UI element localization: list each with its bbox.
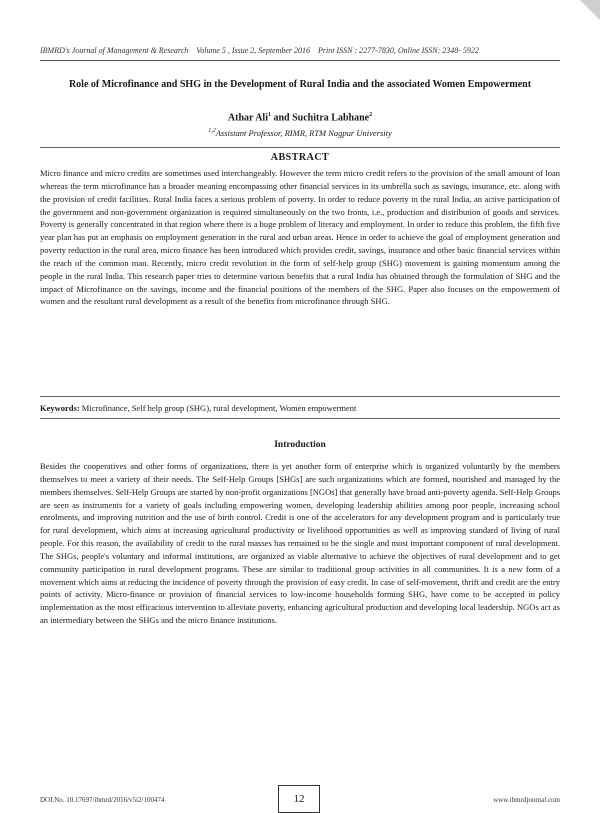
author-1: Athar Ali: [227, 112, 268, 124]
introduction-body: Besides the cooperatives and other forms of organizations, there is yet another form of enterprise which is organized voluntarily by the members themselves to meet a variety of their needs. The Self-Help Groups [SHGs] are such organizations which are formed, nourished and managed by the members themselves. Self-Help Groups are started by non-profit organizations [NGOs] that generally have broad anti-poverty agenda. Self-Help Groups are seen as instruments for a variety of goals including empowering women, developing leadership abilities among poor people, increasing school enrolments, and improving nutrition and the use of birth control. Credit is one of the accelerators for any development program and is particularly true for rural development, which aims at increasing agricultural productivity or livelihood opportunities as well as improving standard of living of rural people. For this reason, the availability of credit to the rural masses has remained to be the single and most important component of rural development. The SHGs, people's voluntary and informal institutions, are organized as viable alternative to achieve the objectives of rural development and to get community participation in rural development programs. These are similar to traditional group activities in all communities. It is a new form of a movement which aims at reducing the incidence of poverty through the provision of easy credit. In case of self-movement, thrift and credit are the entry points of activity. Micro-finance or provision of financial services to low-income households forming SHG, have come to be accepted in policy implementation as the most efficacious intervention to alleviate poverty, enhancing agricultural production and developing local leadership. NGOs act as an intermediary between the SHGs and the micro finance institutions.: [40, 461, 560, 626]
abstract-top-rule: [40, 147, 560, 148]
introduction-heading: Introduction: [274, 440, 326, 450]
paper-title: Role of Microfinance and SHG in the Development of Rural India and the associated Women Empowerment: [68, 79, 532, 90]
affiliation-sup: 1,2: [208, 128, 216, 135]
abstract-heading: ABSTRACT: [270, 152, 330, 163]
doi-text: DOI.No. 10.17697/ibmrd/2016/v5i2/100474: [40, 796, 165, 804]
page-number: 12: [278, 785, 320, 813]
journal-name: IBMRD's Journal of Management & Research: [40, 46, 189, 55]
author-connector: and: [271, 112, 293, 124]
journal-website: www.ibmrdjournal.com: [493, 796, 560, 804]
running-header: [40, 46, 560, 55]
affiliation: [40, 128, 560, 138]
affiliation-text: Assistant Professor, RIMR, RTM Nagpur University: [215, 128, 392, 138]
keywords-top-rule: [40, 396, 560, 397]
page-corner-decoration: [580, 0, 600, 20]
author-2-sup: 2: [369, 112, 373, 118]
author-line: [40, 112, 560, 123]
author-1-sup: 1: [268, 112, 271, 118]
author-2: Suchitra Labhane: [292, 112, 370, 124]
keywords-bottom-rule: [40, 418, 560, 419]
header-divider: [40, 60, 560, 61]
issn-info: Print ISSN : 2277-7830, Online ISSN: 2348- 5922: [318, 46, 479, 55]
abstract-body: Micro finance and micro credits are sometimes used interchangeably. However the term micro credit refers to the provision of the small amount of loan whereas the term microfinance has a broader meaning encompassing other financial services in its umbrella such as savings, insurance, etc. along with the provision of credit facilities. Rural India faces a serious problem of poverty. In order to reduce poverty in the rural India, an active participation of the government and non-government organization is required simultaneously on the two fronts, i.e., production and distribution of goods and services. Poverty is generally concentrated in that region where there is a huge problem of literacy and employment. In order to reduce this problem, the fifth five year plan has put an emphasis on employment generation in the rural and urban areas. Hence in order to achieve the goal of employment generation and poverty reduction in the rural area, micro finance has been introduced which provides credit, savings, insurance and other basic financial services within the reach of the common man. Recently, micro credit revolution in the form of self-help group (SHG) movement is gaining momentum among the people in the rural India. This research paper tries to determine various benefits that a rural India has obtained through the formulation of SHG and the impact of Microfinance on the savings, income and the financial positions of the members of the SHG. Paper also focuses on the empowerment of women and the resultant rural development as a result of the benefits from microfinance through SHG.: [40, 168, 560, 307]
volume-issue: Volume 5 , Issue 2, September 2016: [196, 46, 311, 55]
keywords-text: Microfinance, Self help group (SHG), rural development, Women empowerment: [79, 403, 357, 413]
keywords-line: [40, 403, 560, 413]
page-footer: [40, 775, 560, 805]
keywords-label: Keywords:: [40, 403, 80, 413]
